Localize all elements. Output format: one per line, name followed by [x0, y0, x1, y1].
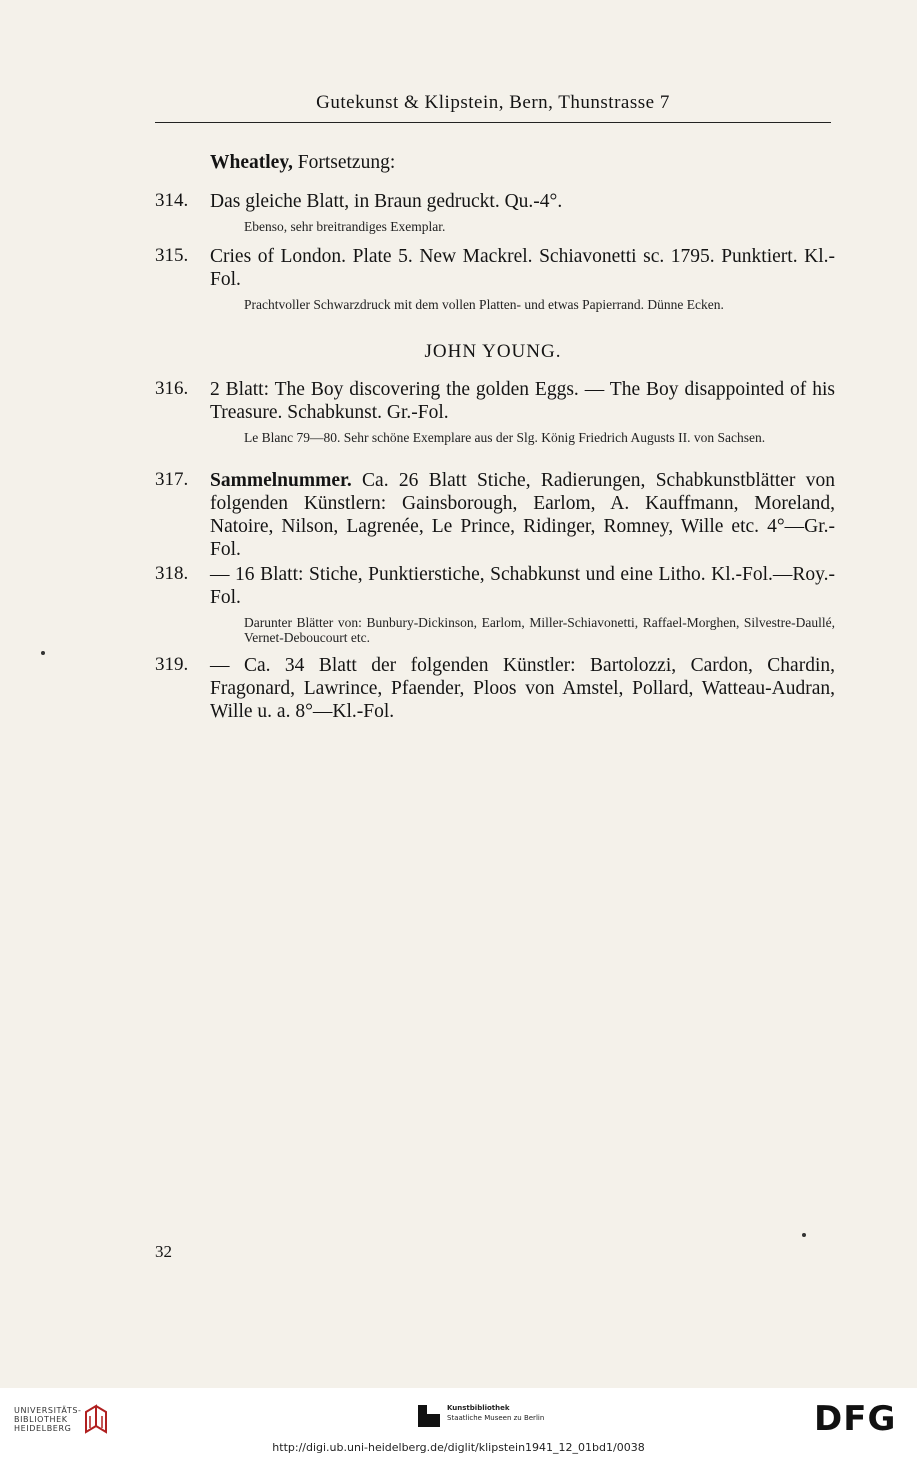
catalog-entry — [155, 190, 835, 234]
header-rule — [155, 122, 831, 123]
entry-text: Das gleiche Blatt, in Braun gedruckt. Qu.-4°. — [210, 191, 563, 212]
kb-subtitle: Staatliche Museen zu Berlin — [447, 1414, 545, 1422]
continuation-heading — [155, 151, 835, 174]
entry-number: 316. — [155, 378, 189, 399]
continuation-label: Fortsetzung: — [292, 152, 396, 173]
entry-number: 317. — [155, 469, 189, 490]
section-title: JOHN YOUNG. — [424, 341, 562, 362]
catalog-entry — [155, 563, 835, 645]
university-line: BIBLIOTHEK — [14, 1415, 68, 1424]
speck — [41, 651, 45, 655]
entry-text: — Ca. 34 Blatt der folgenden Künstler: Bartolozzi, Cardon, Chardin, Fragonard, Lawrince, Pfaender, Ploos von Amstel, Pollard, Watteau-Audran, Wille u. a. 8°—Kl.-Fol. — [210, 655, 835, 722]
entry-number: 319. — [155, 654, 189, 675]
page-header: Gutekunst & Klipstein, Bern, Thunstrasse 7 — [316, 92, 670, 113]
entry-note: Darunter Blätter von: Bunbury-Dickinson, Earlom, Miller-Schiavonetti, Raffael-Morghen, Silvestre-Daullé, Vernet-Deboucourt etc. — [244, 615, 835, 645]
dfg-logo[interactable]: DFG — [814, 1399, 897, 1439]
university-logo-icon[interactable] — [82, 1402, 110, 1436]
entry-number: 315. — [155, 245, 189, 266]
entry-bold-label: Sammelnummer. — [210, 470, 352, 491]
entry-note: Ebenso, sehr breitrandiges Exemplar. — [244, 219, 446, 234]
source-url-link[interactable]: http://digi.ub.uni-heidelberg.de/diglit/klipstein1941_12_01bd1/0038 — [272, 1441, 645, 1454]
entry-number: 314. — [155, 190, 189, 211]
kunstbibliothek-label[interactable] — [447, 1403, 544, 1423]
university-library-label[interactable] — [14, 1406, 82, 1433]
entry-number: 318. — [155, 563, 189, 584]
university-line: HEIDELBERG — [14, 1424, 72, 1433]
university-line: UNIVERSITÄTS- — [14, 1406, 82, 1415]
entry-note: Prachtvoller Schwarzdruck mit dem vollen Platten- und etwas Papierrand. Dünne Ecken. — [244, 297, 724, 312]
catalog-entry — [155, 654, 835, 723]
page-number: 32 — [155, 1242, 172, 1261]
catalog-entry — [155, 378, 835, 445]
kb-title: Kunstbibliothek — [447, 1404, 510, 1412]
entry-note: Le Blanc 79—80. Sehr schöne Exemplare aus der Slg. König Friedrich Augusts II. von Sachsen. — [244, 430, 766, 445]
artist-name: Wheatley, — [210, 152, 293, 173]
entry-text: — 16 Blatt: Stiche, Punktierstiche, Schabkunst und eine Litho. Kl.-Fol.—Roy.-Fol. — [210, 564, 835, 608]
catalog-entry — [155, 469, 835, 561]
speck — [802, 1233, 806, 1237]
entry-text: Cries of London. Plate 5. New Mackrel. Schiavonetti sc. 1795. Punktiert. Kl.-Fol. — [210, 246, 835, 290]
entry-text: Ca. 26 Blatt Stiche, Radierungen, Schabkunstblätter von folgenden Künstlern: Gainsborough, Earlom, A. Kauffmann, Moreland, Natoire, Nilson, Lagrenée, Le Prince, Ridinger, Romney, Wille etc. 4°—Gr.-Fol. — [210, 470, 835, 560]
kunstbibliothek-logo-icon[interactable] — [418, 1405, 440, 1427]
entry-text: 2 Blatt: The Boy discovering the golden Eggs. — The Boy disappointed of his Treasure. Schabkunst. Gr.-Fol. — [210, 379, 835, 423]
catalog-entry — [155, 245, 835, 312]
